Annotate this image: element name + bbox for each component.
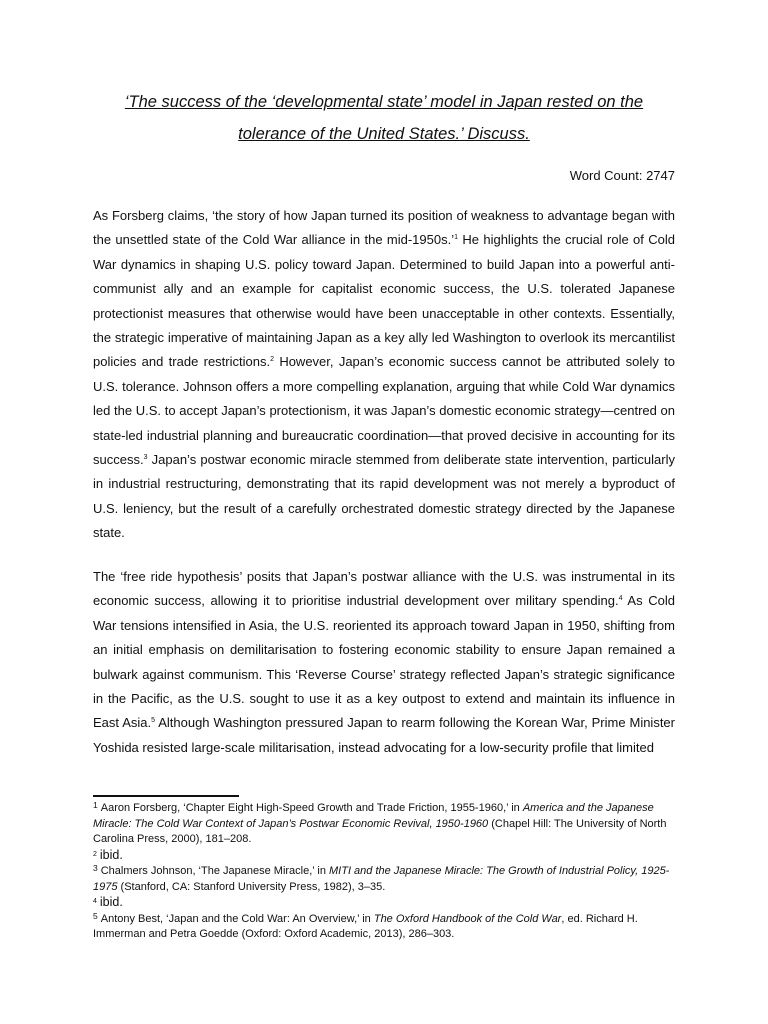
paragraph-1-sentence-3: However, Japan’s economic success cannot be attributed solely to U.S. tolerance. Johnson offers a more compelling explanation, arguing that while Cold War dynamics led the U.S. to accept Japan’s protectionism, it was Japan’s domestic economic strategy—centred on state-led industrial planning and bureaucratic coordination—that proved decisive in accounting for its success. [93,354,675,468]
footnote-ref-4[interactable]: 4 [618,595,623,603]
essay-title-line-1: ‘The success of the ‘developmental state’ model in Japan rested on the [124,93,644,111]
footnote-separator [93,795,239,797]
footnote-3-text-pre: Chalmers Johnson, ‘The Japanese Miracle,’ in [100,865,329,877]
paragraph-1-sentence-1: As Forsberg claims, ‘the story of how Japan turned its position of weakness to advantage began with the unsettled state of the Cold War alliance in the mid-1950s.’ [93,208,675,248]
footnote-ref-5[interactable]: 5 [151,717,156,725]
paragraph-2-sentence-3: Although Washington pressured Japan to rearm following the Korean War, Prime Minister Yoshida resisted large-scale militarisation, instead advocating for a low-security profile that limited [93,715,675,755]
footnote-1-text-pre: Aaron Forsberg, ‘Chapter Eight High-Speed Growth and Trade Friction, 1955-1960,’ in [100,802,523,814]
body-paragraph-2 [93,565,675,760]
paragraph-1-sentence-4: Japan’s postwar economic miracle stemmed from deliberate state intervention, particularly in industrial restructuring, demonstrating that its rapid development was not merely a byproduct of U.S. leniency, but the result of a carefully orchestrated domestic strategy directed by the Japanese state. [93,452,675,541]
footnote-5 [93,912,675,943]
footnote-3 [93,864,675,895]
word-count: Word Count: 2747 [569,168,675,183]
footnote-1-number: 1 [93,800,98,810]
footnote-5-number: 5 [93,910,98,921]
body-paragraph-1 [93,204,675,546]
footnote-1 [93,801,675,848]
footnote-3-number: 3 [93,863,98,873]
footnote-4-text: ibid. [99,895,123,909]
footnotes-section [93,801,675,943]
essay-title [93,86,675,150]
footnote-ref-1[interactable]: 1 [454,234,459,242]
footnote-1-book-title: America and the Japanese Miracle: The Cold War Context of Japan’s Postwar Economic Revival, 1950-1960 [93,802,654,830]
paragraph-2-sentence-2: As Cold War tensions intensified in Asia, the U.S. reoriented its approach toward Japan in 1950, shifting from an initial emphasis on demilitarisation to fostering economic stability to ensure Japan remained a bulwark against communism. This ‘Reverse Course’ strategy reflected Japan’s strategic significance in the Pacific, as the U.S. sought to use it as a key outpost to extend and maintain its influence in East Asia. [93,593,675,731]
footnote-5-text-post: , ed. Richard H. Immerman and Petra Goedde (Oxford: Oxford Academic, 2013), 286–303. [93,912,638,940]
footnote-2-text: ibid. [99,847,123,862]
paragraph-2-sentence-1: The ‘free ride hypothesis’ posits that Japan’s postwar alliance with the U.S. was instrumental in its economic success, allowing it to prioritise industrial development over military spending. [93,569,675,609]
essay-title-line-2: tolerance of the United States.’ Discuss. [238,125,530,143]
footnote-5-book-title: The Oxford Handbook of the Cold War [373,912,562,925]
footnote-2 [93,848,675,865]
footnote-3-text-post: (Stanford, CA: Stanford University Press, 1982), 3–35. [117,880,386,893]
paragraph-1-sentence-2: He highlights the crucial role of Cold War dynamics in shaping U.S. policy toward Japan. Determined to build Japan into a powerful anti-communist ally and an example for capitalist economic success, the U.S. tolerated Japanese protectionist measures that otherwise would have been unacceptable in other contexts. Essentially, the strategic imperative of maintaining Japan as a key ally led Washington to overlook its mercantilist policies and trade restrictions. [93,232,675,370]
footnote-2-number: 2 [93,850,97,858]
footnote-5-text-pre: Antony Best, ‘Japan and the Cold War: An Overview,’ in [100,912,374,925]
footnote-ref-3[interactable]: 3 [143,454,148,462]
footnote-3-book-title: MITI and the Japanese Miracle: The Growth of Industrial Policy, 1925-1975 [93,865,670,893]
footnote-4-number: 4 [93,898,97,905]
footnote-1-text-post: (Chapel Hill: The University of North Carolina Press, 2000), 181–208. [93,817,667,845]
footnote-ref-2[interactable]: 2 [270,356,274,364]
footnote-4 [93,895,675,912]
